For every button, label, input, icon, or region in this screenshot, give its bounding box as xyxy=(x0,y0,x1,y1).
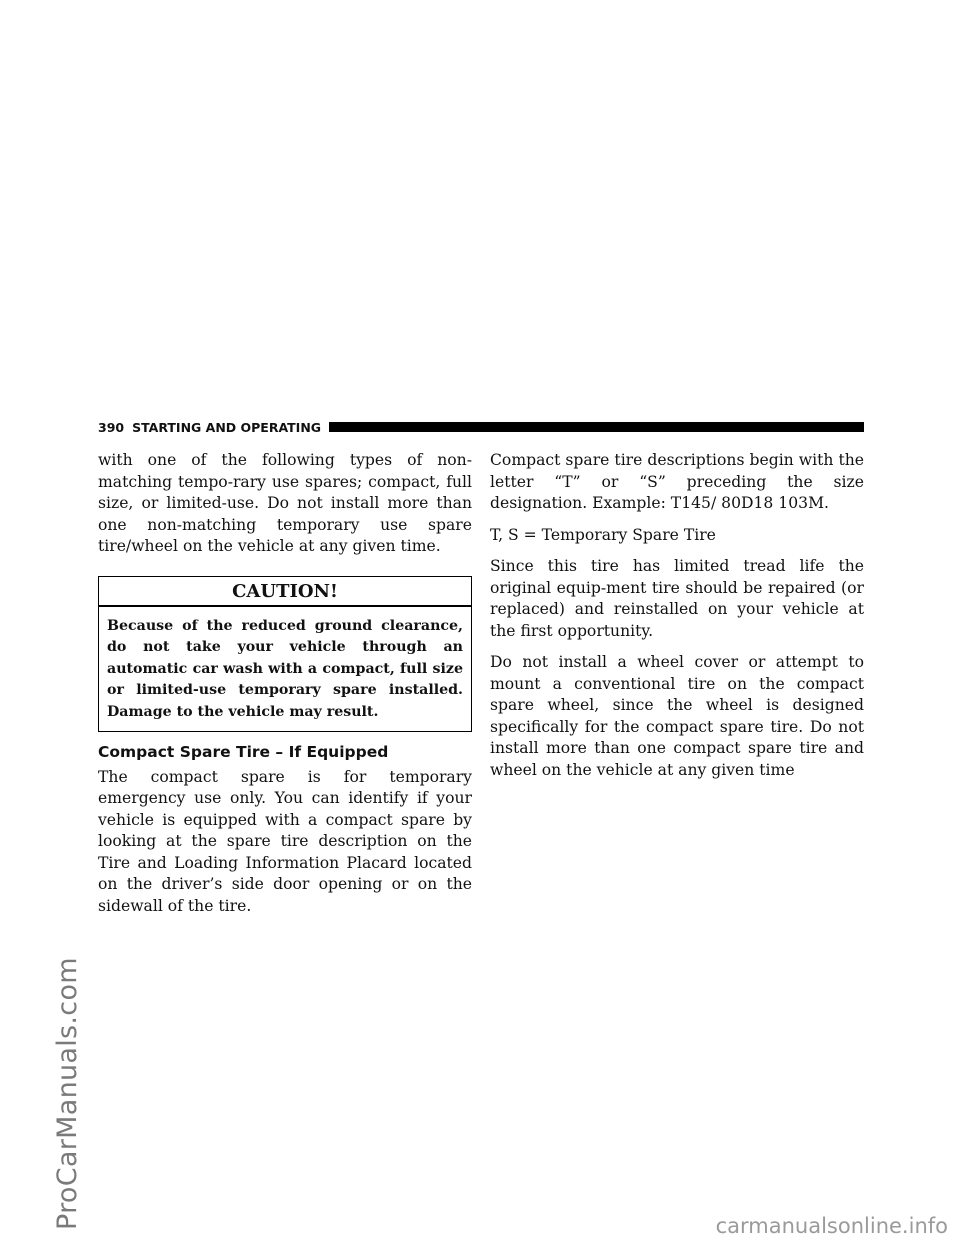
section-subheading: Compact Spare Tire – If Equipped xyxy=(98,743,389,762)
page-header xyxy=(98,419,864,435)
bottom-watermark: carmanualsonline.info xyxy=(715,1214,948,1238)
section-title: STARTING AND OPERATING xyxy=(132,419,322,435)
side-watermark: ProCarManuals.com xyxy=(52,957,83,1230)
tread-life-paragraph: Since this tire has limited tread life the original equip-ment tire should be repaired (or replaced) and reinstalled on your vehicle at the first opportunity. xyxy=(490,557,864,640)
page-number: 390 xyxy=(98,419,125,435)
wheel-cover-paragraph: Do not install a wheel cover or attempt to mount a conventional tire on the compact spare wheel, since the wheel is designed specifically for the compact spare tire. Do not install more than one compact spare tire and wheel on the vehicle at any given time xyxy=(490,653,864,779)
tire-description-paragraph: Compact spare tire descriptions begin with the letter “T” or “S” preceding the size designation. Example: T145/ 80D18 103M. xyxy=(490,451,864,512)
left-column xyxy=(98,450,472,927)
header-rule xyxy=(329,422,864,432)
caution-text: Because of the reduced ground clearance, do not take your vehicle through an automatic car wash with a compact, full size or limited-use temporary spare installed. Damage to the vehicle may result. xyxy=(107,618,463,720)
right-column xyxy=(490,450,864,791)
intro-paragraph: with one of the following types of non-matching tempo-rary use spares; compact, full size, or limited-use. Do not install more than one non-matching temporary use spare tire/wheel on the vehicle at any given time. xyxy=(98,451,472,555)
compact-spare-paragraph: The compact spare is for temporary emergency use only. You can identify if your vehicle is equipped with a compact spare by looking at the spare tire description on the Tire and Loading Information Placard located on the driver’s side door opening or on the sidewall of the tire. xyxy=(98,767,472,915)
caution-title: CAUTION! xyxy=(99,577,471,608)
caution-box xyxy=(98,576,472,733)
temporary-spare-definition: T, S = Temporary Spare Tire xyxy=(490,525,716,544)
